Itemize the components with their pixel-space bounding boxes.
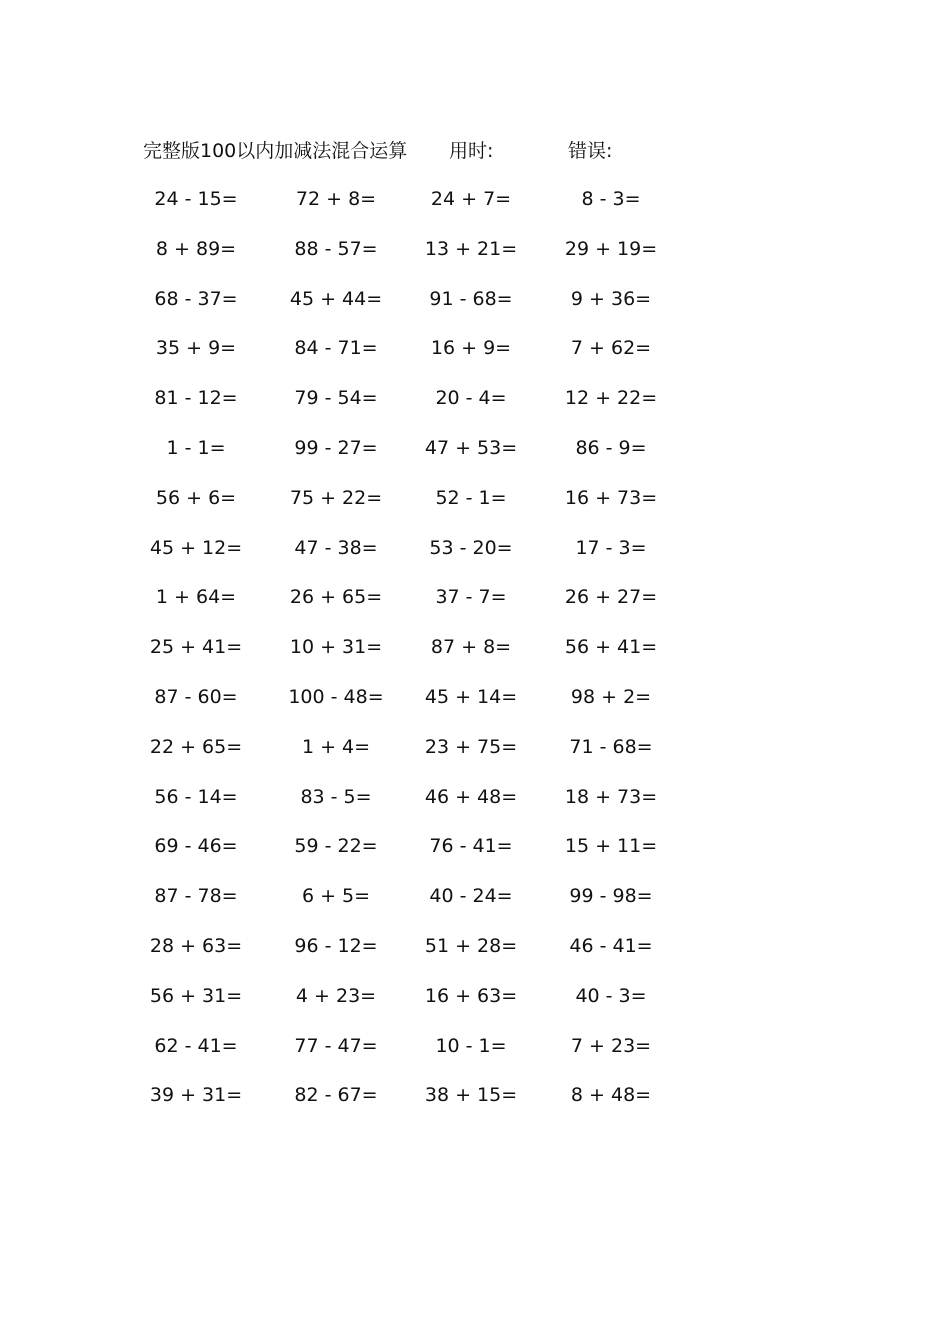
math-problem: 20 - 4= xyxy=(435,387,507,410)
math-problem: 87 - 60= xyxy=(154,685,238,708)
math-problem: 56 - 14= xyxy=(154,785,238,808)
problem-row xyxy=(0,184,950,234)
problem-row xyxy=(0,533,950,583)
math-problem: 13 + 21= xyxy=(424,237,518,260)
math-problem: 17 - 3= xyxy=(575,536,647,559)
math-problem: 77 - 47= xyxy=(294,1034,378,1057)
problem-row xyxy=(0,831,950,881)
math-problem: 37 - 7= xyxy=(435,586,507,609)
math-problem: 38 + 15= xyxy=(424,1084,518,1107)
math-problem: 24 - 15= xyxy=(154,188,238,210)
math-problem: 51 + 28= xyxy=(424,934,518,957)
math-problem: 28 + 63= xyxy=(149,934,243,957)
math-problem: 6 + 5= xyxy=(301,885,371,908)
math-problem: 75 + 22= xyxy=(289,486,383,509)
problem-row xyxy=(0,782,950,832)
math-problem: 29 + 19= xyxy=(564,237,658,260)
errors-label: 错误: xyxy=(568,140,613,162)
math-problem: 68 - 37= xyxy=(154,287,238,310)
math-problem: 56 + 6= xyxy=(155,486,237,509)
problem-row xyxy=(0,284,950,334)
math-problem: 47 - 38= xyxy=(294,536,378,559)
math-problem: 47 + 53= xyxy=(424,436,518,459)
math-problem: 100 - 48= xyxy=(288,685,384,708)
problem-row xyxy=(0,1031,950,1081)
math-problem: 12 + 22= xyxy=(564,387,658,410)
math-problem: 98 + 2= xyxy=(570,685,652,708)
math-problem: 1 + 64= xyxy=(155,586,237,609)
math-problem: 39 + 31= xyxy=(149,1084,243,1107)
math-problem: 1 - 1= xyxy=(166,436,226,459)
problem-row xyxy=(0,483,950,533)
math-problem: 7 + 23= xyxy=(570,1034,652,1057)
math-problem: 40 - 3= xyxy=(575,984,647,1007)
math-problem: 10 + 31= xyxy=(289,636,383,659)
math-problem: 10 - 1= xyxy=(435,1034,507,1057)
math-problem: 24 + 7= xyxy=(430,188,512,210)
math-problem: 8 - 3= xyxy=(581,188,641,210)
problem-row xyxy=(0,1080,950,1130)
math-problem: 96 - 12= xyxy=(294,934,378,957)
math-problem: 69 - 46= xyxy=(154,835,238,858)
math-problem: 25 + 41= xyxy=(149,636,243,659)
math-problem: 40 - 24= xyxy=(429,885,513,908)
problem-row xyxy=(0,383,950,433)
math-problem: 72 + 8= xyxy=(295,188,377,210)
math-problem: 56 + 41= xyxy=(564,636,658,659)
math-problem: 35 + 9= xyxy=(155,337,237,360)
math-problem: 76 - 41= xyxy=(429,835,513,858)
problem-grid xyxy=(0,184,950,1130)
math-problem: 62 - 41= xyxy=(154,1034,238,1057)
math-problem: 99 - 27= xyxy=(294,436,378,459)
problem-row xyxy=(0,881,950,931)
math-problem: 71 - 68= xyxy=(569,735,653,758)
math-problem: 26 + 65= xyxy=(289,586,383,609)
math-problem: 52 - 1= xyxy=(435,486,507,509)
problem-row xyxy=(0,682,950,732)
math-problem: 86 - 9= xyxy=(575,436,647,459)
problem-row xyxy=(0,931,950,981)
math-problem: 45 + 12= xyxy=(149,536,243,559)
math-problem: 87 - 78= xyxy=(154,885,238,908)
math-problem: 45 + 14= xyxy=(424,685,518,708)
math-problem: 18 + 73= xyxy=(564,785,658,808)
math-problem: 8 + 89= xyxy=(155,237,237,260)
math-problem: 87 + 8= xyxy=(430,636,512,659)
math-problem: 26 + 27= xyxy=(564,586,658,609)
math-problem: 7 + 62= xyxy=(570,337,652,360)
math-problem: 4 + 23= xyxy=(295,984,377,1007)
math-problem: 53 - 20= xyxy=(429,536,513,559)
math-problem: 56 + 31= xyxy=(149,984,243,1007)
math-problem: 81 - 12= xyxy=(154,387,238,410)
math-problem: 9 + 36= xyxy=(570,287,652,310)
math-problem: 46 - 41= xyxy=(569,934,653,957)
math-problem: 79 - 54= xyxy=(294,387,378,410)
math-problem: 46 + 48= xyxy=(424,785,518,808)
math-problem: 45 + 44= xyxy=(289,287,383,310)
problem-row xyxy=(0,582,950,632)
math-problem: 22 + 65= xyxy=(149,735,243,758)
math-problem: 16 + 63= xyxy=(424,984,518,1007)
problem-row xyxy=(0,234,950,284)
math-problem: 99 - 98= xyxy=(569,885,653,908)
math-problem: 59 - 22= xyxy=(294,835,378,858)
math-problem: 91 - 68= xyxy=(429,287,513,310)
math-problem: 84 - 71= xyxy=(294,337,378,360)
problem-row xyxy=(0,433,950,483)
math-problem: 1 + 4= xyxy=(301,735,371,758)
problem-row xyxy=(0,981,950,1031)
math-problem: 23 + 75= xyxy=(424,735,518,758)
math-problem: 15 + 11= xyxy=(564,835,658,858)
worksheet-title: 完整版100以内加减法混合运算 xyxy=(143,140,408,162)
math-problem: 83 - 5= xyxy=(300,785,372,808)
problem-row xyxy=(0,333,950,383)
math-problem: 8 + 48= xyxy=(570,1084,652,1107)
math-problem: 82 - 67= xyxy=(294,1084,378,1107)
worksheet-header xyxy=(143,136,763,166)
problem-row xyxy=(0,632,950,682)
math-problem: 16 + 73= xyxy=(564,486,658,509)
time-label: 用时: xyxy=(449,140,494,162)
problem-row xyxy=(0,732,950,782)
math-problem: 88 - 57= xyxy=(294,237,378,260)
math-problem: 16 + 9= xyxy=(430,337,512,360)
